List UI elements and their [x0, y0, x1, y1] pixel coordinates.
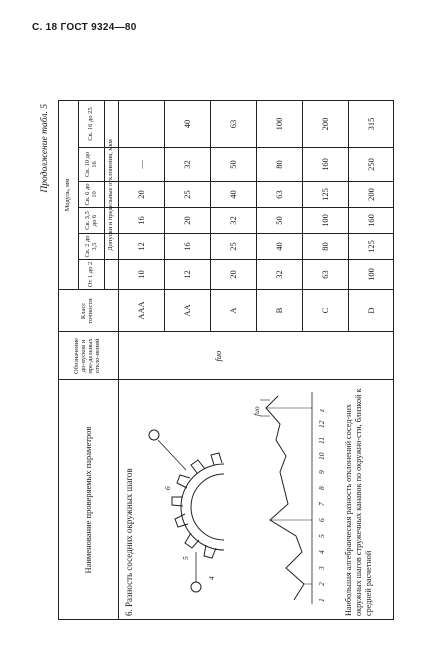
indicator-label-1: 1	[317, 598, 326, 602]
value-a-4: 40	[228, 190, 239, 199]
value-aaa-2: 12	[136, 242, 147, 251]
border-bottom	[393, 100, 394, 620]
value-a-5: 50	[228, 160, 239, 169]
module-range-6: Св. 16 до 25	[87, 107, 95, 141]
tooth-label-6: 6	[163, 486, 172, 490]
tolerance-table	[58, 100, 394, 620]
class-aaa: AAA	[136, 301, 147, 320]
indicator-label-5: 5	[317, 534, 326, 538]
value-d-5: 250	[365, 158, 376, 171]
value-c-2: 80	[320, 242, 331, 251]
value-aa-2: 16	[182, 242, 193, 251]
module-header: Модуль, мм	[63, 178, 71, 212]
col-sep-2	[58, 331, 394, 332]
value-d-2: 125	[365, 240, 376, 253]
value-a-3: 32	[228, 216, 239, 225]
value-a-6: 63	[228, 119, 239, 129]
indicator-label-6: 6	[317, 518, 326, 522]
class-header: Класс точности	[80, 298, 94, 324]
value-a-1: 20	[228, 270, 239, 279]
value-aaa-3: 16	[136, 216, 147, 225]
value-aa-4: 25	[182, 190, 193, 199]
module-range-5: Св. 10 до 16	[83, 151, 98, 178]
indicator-labels	[317, 409, 326, 602]
value-b-1: 32	[274, 270, 285, 279]
value-aa-6: 40	[182, 119, 193, 129]
rotated-table-page	[40, 100, 394, 620]
value-c-1: 63	[320, 270, 331, 279]
indicator-label-11: 11	[317, 437, 326, 444]
value-aa-3: 20	[182, 216, 193, 225]
value-c-6: 200	[320, 117, 331, 131]
param-header: Наименование проверяемых параметров	[82, 426, 93, 574]
tolerance-header: Допуски и предельные отклонения, мкм	[107, 139, 115, 251]
indicator-label-9: 9	[317, 470, 326, 474]
gear-diagram	[136, 410, 256, 610]
value-b-2: 40	[274, 242, 285, 251]
tooth-label-5: 5	[181, 556, 190, 560]
indicator-label-10: 10	[317, 452, 326, 460]
module-range-2: Св. 2 до 3,5	[83, 235, 98, 258]
table-caption: Продолжение табл. 5	[40, 104, 50, 193]
value-a-2: 25	[228, 242, 239, 251]
value-c-3: 100	[320, 214, 331, 227]
param-note: Наибольшая алгебраическая разность отклонений сосед-них окружных шагов стружечных канавок по окружно-сти, близкой к средней расчетной	[344, 388, 373, 616]
class-d: D	[365, 307, 376, 314]
value-b-6: 100	[274, 117, 285, 131]
indicator-label-z: z	[317, 409, 326, 412]
indicator-label-12: 12	[317, 420, 326, 428]
designation: fuo	[212, 350, 223, 362]
indicator-label-4: 4	[317, 550, 326, 554]
designation-header: Обозначение до-пусков и пре-дельных откло-нений	[73, 338, 101, 374]
value-b-3: 50	[274, 216, 285, 225]
indicator-chart	[252, 382, 336, 612]
value-aa-5: 32	[182, 160, 193, 169]
class-c: C	[320, 307, 331, 314]
module-range-4: Св. 6 до 10	[83, 183, 98, 206]
value-b-5: 80	[274, 160, 285, 169]
value-d-1: 100	[365, 268, 376, 281]
param-title: 6. Разность соседних окружных шагов	[124, 468, 134, 616]
indicator-label-7: 7	[317, 502, 326, 506]
value-b-4: 63	[274, 190, 285, 199]
value-d-6: 315	[365, 117, 376, 131]
value-aa-1: 12	[182, 270, 193, 279]
value-c-5: 160	[320, 158, 331, 171]
indicator-label-8: 8	[317, 486, 326, 490]
module-range-3: Св. 3,5 до 6	[83, 211, 98, 230]
tooth-label-4: 4	[207, 576, 216, 580]
value-aaa-1: 10	[136, 270, 147, 279]
indicator-label-3: 3	[317, 566, 326, 570]
page-header: С. 18 ГОСТ 9324—80	[32, 22, 137, 33]
value-d-4: 200	[365, 188, 376, 201]
value-aaa-4: 20	[136, 190, 147, 199]
value-c-4: 125	[320, 188, 331, 201]
module-range-1: От 1 до 2	[87, 261, 95, 288]
class-a: A	[228, 307, 239, 314]
indicator-label-2: 2	[317, 582, 326, 586]
class-b: B	[274, 307, 285, 314]
value-aaa-6	[119, 101, 164, 147]
value-aaa-5: —	[136, 160, 147, 169]
value-d-3: 160	[365, 214, 376, 227]
class-aa: AA	[182, 304, 193, 317]
indicator-tolerance-label: fuo	[252, 406, 261, 416]
